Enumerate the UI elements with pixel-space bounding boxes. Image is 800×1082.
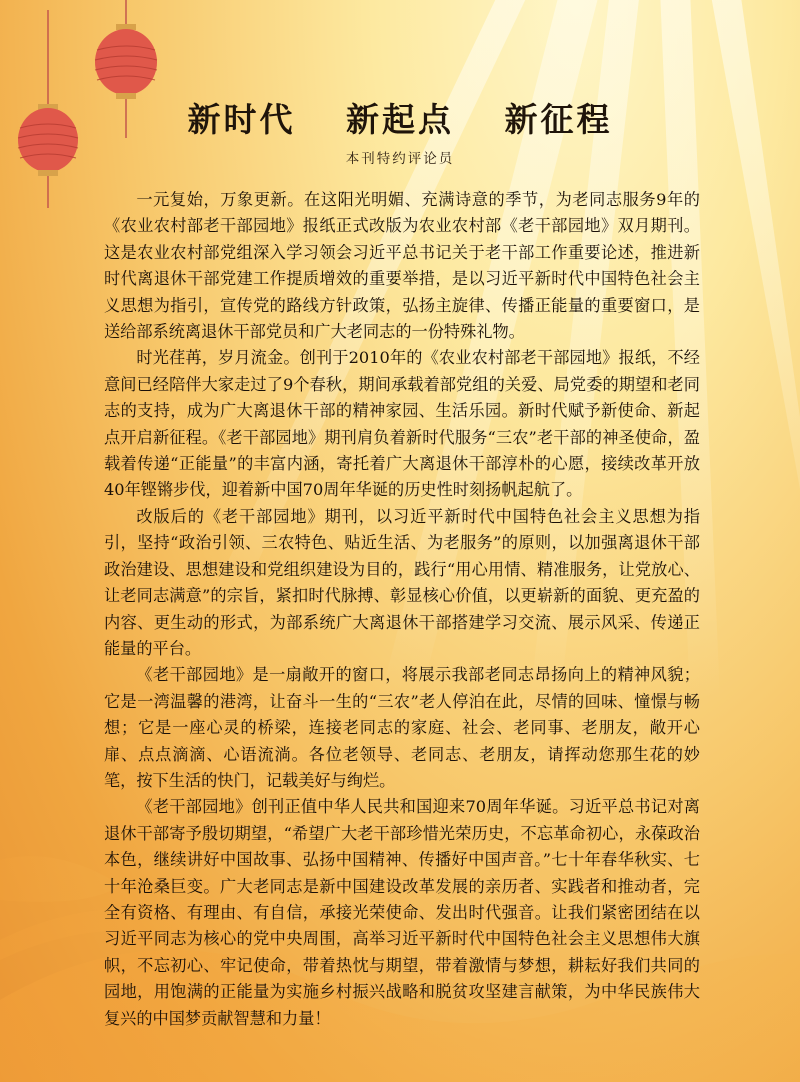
paragraph: 《老干部园地》创刊正值中华人民共和国迎来70周年华诞。习近平总书记对离退休干部寄予殷切期望，“希望广大老干部珍惜光荣历史，不忘革命初心，永葆政治本色，继续讲好中国故事、弘扬中国精神、传播好中国声音。”七十年春华秋实、七十年沧桑巨变。广大老同志是新中国建设改革发展的亲历者、实践者和推动者，完全有资格、有理由、有自信，承接光荣使命、发出时代强音。让我们紧密团结在以习近平同志为核心的党中央周围，高举习近平新时代中国特色社会主义思想伟大旗帜，不忘初心、牢记使命，带着热忱与期望，带着激情与梦想，耕耘好我们共同的园地，用饱满的正能量为实施乡村振兴战略和脱贫攻坚建言献策，为中华民族伟大复兴的中国梦贡献智慧和力量！	[104, 797, 700, 1028]
title-part-1: 新时代	[187, 100, 296, 140]
paragraph: 改版后的《老干部园地》期刊，以习近平新时代中国特色社会主义思想为指引，坚持“政治引领、三农特色、贴近生活、为老服务”的原则，以加强离退休干部政治建设、思想建设和党组织建设为目的，践行“用心用情、精准服务，让党放心、让老同志满意”的宗旨，紧扣时代脉搏、彰显核心价值，以更崭新的面貌、更充盈的内容、更生动的形式，为部系统广大离退休干部搭建学习交流、展示风采、传递正能量的平台。	[104, 506, 700, 658]
title-part-2: 新起点	[346, 100, 454, 140]
article-body	[104, 187, 700, 1032]
title-part-3: 新征程	[504, 100, 613, 140]
paragraph: 《老干部园地》是一扇敞开的窗口，将展示我部老同志昂扬向上的精神风貌；它是一湾温馨的港湾，让奋斗一生的“三农”老人停泊在此，尽情的回味、憧憬与畅想；它是一座心灵的桥梁，连接老同志的家庭、社会、老同事、老朋友，敞开心扉、点点滴滴、心语流淌。各位老领导、老同志、老朋友，请挥动您那生花的妙笔，按下生活的快门，记载美好与绚烂。	[104, 665, 700, 790]
page-title	[0, 94, 800, 141]
paragraph: 一元复始，万象更新。在这阳光明媚、充满诗意的季节，为老同志服务9年的《农业农村部老干部园地》报纸正式改版为农业农村部《老干部园地》双月期刊。这是农业农村部党组深入学习领会习近平总书记关于老干部工作重要论述，推进新时代离退休干部党建工作提质增效的重要举措，是以习近平新时代中国特色社会主义思想为指引，宣传党的路线方针政策，弘扬主旋律、传播正能量的重要窗口，是送给部系统离退休干部党员和广大老同志的一份特殊礼物。	[104, 190, 700, 342]
paragraph: 时光荏苒，岁月流金。创刊于2010年的《农业农村部老干部园地》报纸，不经意间已经陪伴大家走过了9个春秋，期间承载着部党组的关爱、局党委的期望和老同志的支持，成为广大离退休干部的精神家园、生活乐园。新时代赋予新使命、新起点开启新征程。《老干部园地》期刊肩负着新时代服务“三农”老干部的神圣使命，盈载着传递“正能量”的丰富内涵，寄托着广大离退休干部淳朴的心愿，接续改革开放40年铿锵步伐，迎着新中国70周年华诞的历史性时刻扬帆起航了。	[104, 348, 700, 500]
byline: 本刊特约评论员	[345, 151, 455, 167]
